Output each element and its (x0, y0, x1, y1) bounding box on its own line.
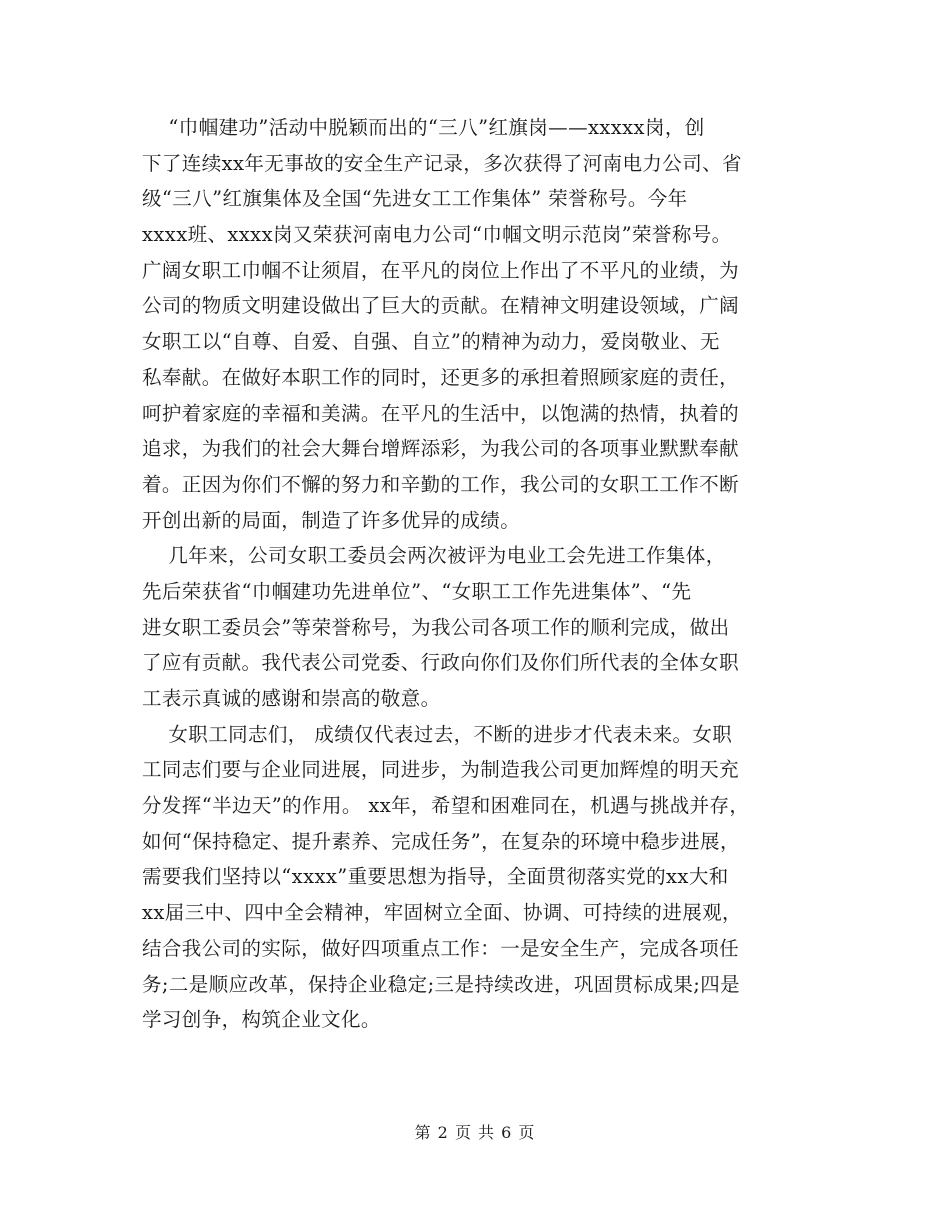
text-line: 私奉献。在做好本职工作的同时，还更多的承担着照顾家庭的责任， (142, 365, 740, 389)
text-line: 级“三八”红旗集体及全国“先进女工工作集体” 荣誉称号。今年 (142, 187, 688, 211)
text-line: “巾帼建功”活动中脱颖而出的“三八”红旗岗——xxxxx岗，创 (142, 116, 705, 139)
document-body (142, 110, 822, 1038)
text-line: 如何“保持稳定、提升素养、完成任务”，在复杂的环境中稳步进展， (142, 829, 740, 853)
text-line: 结合我公司的实际，做好四项重点工作：一是安全生产，完成各项任 (142, 936, 740, 960)
text-line: 着。正因为你们不懈的努力和辛勤的工作，我公司的女职工工作不断 (142, 472, 740, 496)
text-line: 下了连续xx年无事故的安全生产记录，多次获得了河南电力公司、省 (142, 151, 742, 175)
text-line: 进女职工委员会”等荣誉称号，为我公司各项工作的顺利完成，做出 (142, 615, 730, 639)
text-line: xx届三中、四中全会精神，牢固树立全面、协调、可持续的进展观， (142, 901, 742, 925)
text-line: 女职工同志们， 成绩仅代表过去，不断的进步才代表未来。女职 (142, 722, 733, 746)
page-number-footer: 第 2 页 共 6 页 (414, 1123, 536, 1142)
text-line: 几年来，公司女职工委员会两次被评为电业工会先进工作集体， (142, 544, 726, 568)
text-line: 公司的物质文明建设做出了巨大的贡献。在精神文明建设领域，广阔 (142, 294, 740, 318)
text-line: 追求，为我们的社会大舞台增辉添彩，为我公司的各项事业默默奉献 (142, 437, 740, 461)
text-line: 先后荣获省“巾帼建功先进单位”、“女职工工作先进集体”、“先 (142, 579, 692, 603)
text-line: xxxx班、xxxx岗又荣获河南电力公司“巾帼文明示范岗”荣誉称号。 (142, 223, 732, 247)
text-line: 工同志们要与企业同进展，同进步，为制造我公司更加辉煌的明天充 (142, 758, 740, 782)
text-line: 务;二是顺应改革，保持企业稳定;三是持续改进，巩固贯标成果;四是 (142, 972, 741, 996)
text-line: 了应有贡献。我代表公司党委、行政向你们及你们所代表的全体女职 (142, 651, 740, 675)
text-line: 呵护着家庭的幸福和美满。在平凡的生活中，以饱满的热情，执着的 (142, 401, 740, 425)
text-line: 需要我们坚持以“xxxx”重要思想为指导，全面贯彻落实党的xx大和 (142, 865, 729, 889)
text-line: 学习创争，构筑企业文化。 (142, 1008, 381, 1032)
text-line: 广阔女职工巾帼不让须眉，在平凡的岗位上作出了不平凡的业绩，为 (142, 258, 740, 282)
text-line: 工表示真诚的感谢和崇高的敬意。 (142, 687, 441, 710)
text-line: 开创出新的局面，制造了许多优异的成绩。 (142, 508, 521, 532)
text-line: 女职工以“自尊、自爱、自强、自立”的精神为动力，爱岗敬业、无 (142, 330, 720, 354)
text-line: 分发挥“半边天”的作用。 xx年，希望和困难同在，机遇与挑战并存， (142, 794, 750, 818)
